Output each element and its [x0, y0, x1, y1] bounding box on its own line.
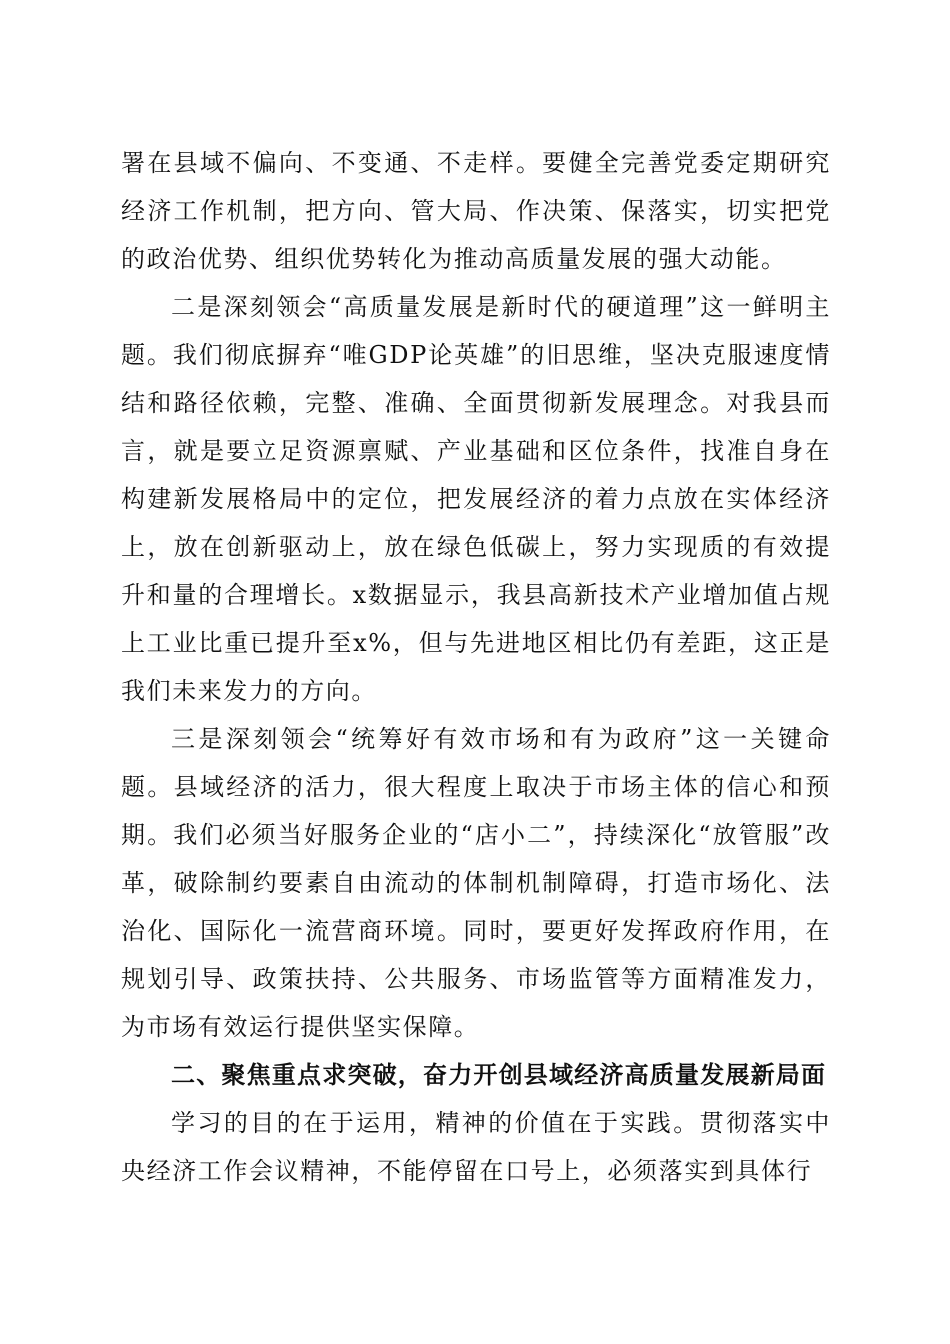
- paragraph-market-and-government: 三是深刻领会“统筹好有效市场和有为政府”这一关键命题。县域经济的活力，很大程度上取决于市场主体的信心和预期。我们必须当好服务企业的“店小二”，持续深化“放管服”改革，破除制约要素自由流动的体制机制障碍，打造市场化、法治化、国际化一流营商环境。同时，要更好发挥政府作用，在规划引导、政策扶持、公共服务、市场监管等方面精准发力，为市场有效运行提供坚实保障。: [121, 725, 831, 1041]
- paragraph-continuation: 署在县域不偏向、不变通、不走样。要健全完善党委定期研究经济工作机制，把方向、管大局、作决策、保落实，切实把党的政治优势、组织优势转化为推动高质量发展的强大动能。: [121, 149, 831, 273]
- section-heading: 二、聚焦重点求突破，奋力开创县域经济高质量发展新局面: [171, 1061, 827, 1089]
- paragraph-high-quality-development: 二是深刻领会“高质量发展是新时代的硬道理”这一鲜明主题。我们彻底摒弃“唯GDP论英雄”的旧思维，坚决克服速度情结和路径依赖，完整、准确、全面贯彻新发展理念。对我县而言，就是要立足资源禀赋、产业基础和区位条件，找准自身在构建新发展格局中的定位，把发展经济的着力点放在实体经济上，放在创新驱动上，放在绿色低碳上，努力实现质的有效提升和量的合理增长。x数据显示，我县高新技术产业增加值占规上工业比重已提升至x%，但与先进地区相比仍有差距，这正是我们未来发力的方向。: [121, 293, 831, 705]
- document-body: [121, 139, 831, 1195]
- paragraph-study-application: 学习的目的在于运用，精神的价值在于实践。贯彻落实中央经济工作会议精神，不能停留在口号上，必须落实到具体行: [121, 1109, 831, 1185]
